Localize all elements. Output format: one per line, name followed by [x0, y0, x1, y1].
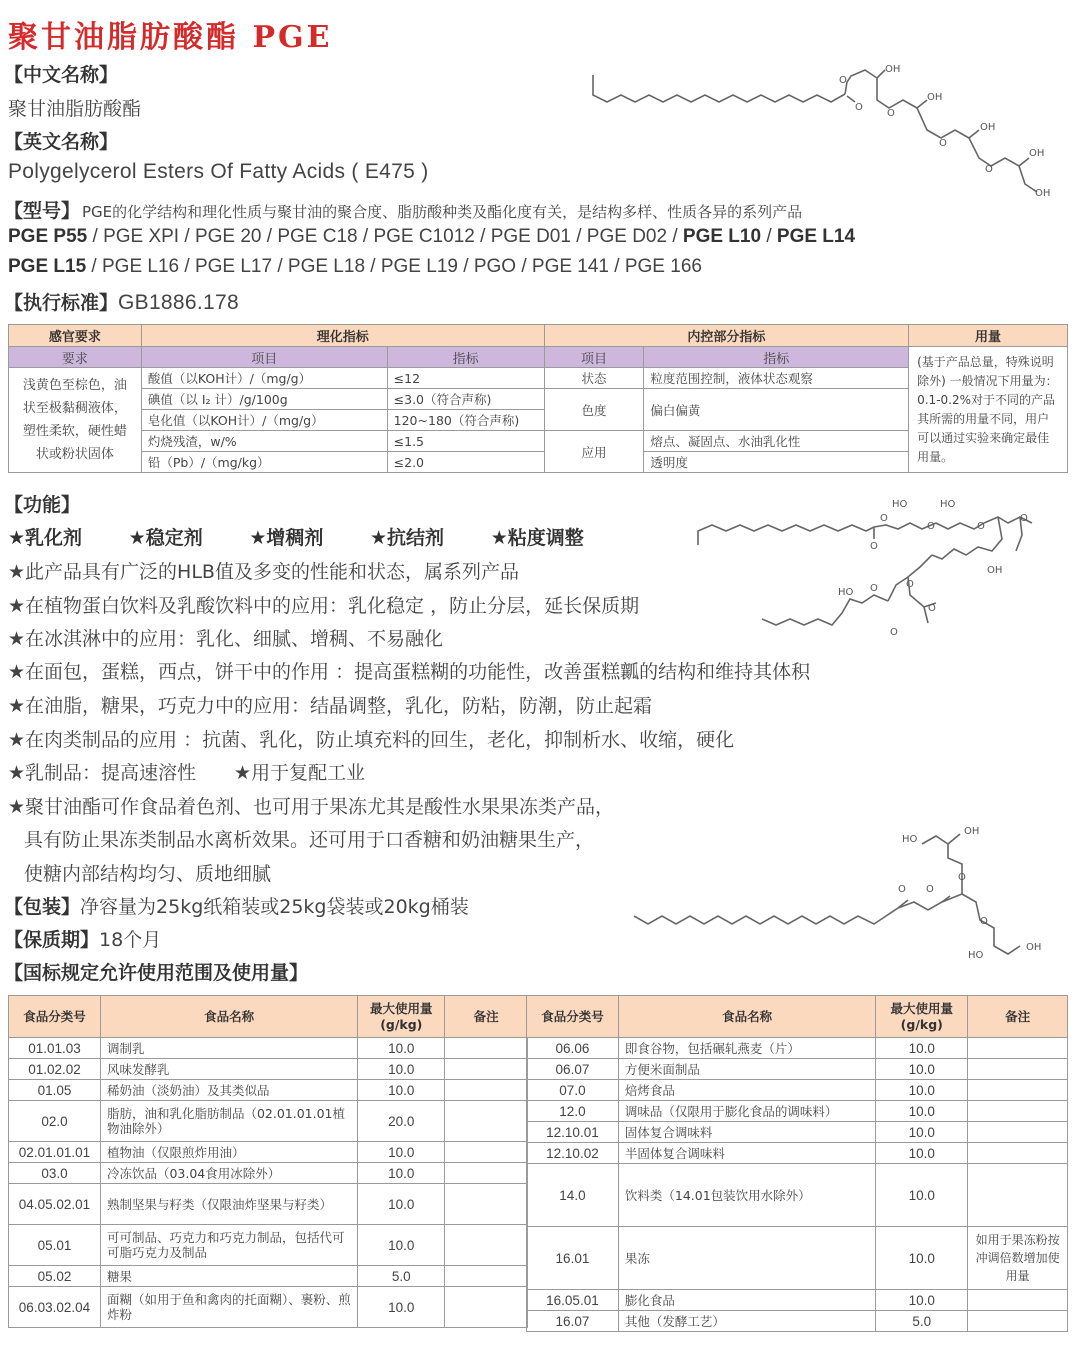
cell-note	[445, 1184, 528, 1225]
cell-note	[445, 1287, 528, 1328]
model-name: PGE L18	[287, 256, 366, 277]
header-sensory: 感官要求	[9, 325, 142, 347]
internal-item: 状态	[544, 368, 644, 389]
model-separator: /	[457, 256, 474, 277]
model-name: PGE C18	[277, 226, 358, 247]
carbonyl-o: O	[1020, 513, 1028, 524]
oh-label: OH	[1035, 188, 1051, 199]
oh-label: OH	[980, 122, 996, 133]
oh-label: OH	[1029, 148, 1045, 159]
model-separator: /	[761, 226, 777, 247]
table-row	[527, 1101, 1068, 1122]
cell-name: 稀奶油（淡奶油）及其类似品	[100, 1080, 357, 1101]
header-note: 备注	[445, 996, 528, 1038]
gb-usage-table-right	[526, 995, 1068, 1332]
table-row	[9, 1080, 528, 1101]
ho-label: HO	[902, 834, 918, 845]
model-separator: /	[179, 226, 195, 247]
sensory-requirement: 浅黄色至棕色，油状至极黏稠液体，塑性柔软，硬性蜡状或粉状固体	[9, 368, 142, 473]
ester-o: O	[839, 75, 847, 86]
ester-o: O	[880, 513, 888, 524]
table-row	[9, 1287, 528, 1328]
cell-note	[968, 1080, 1068, 1101]
model-name: PGE 141	[531, 256, 609, 277]
cell-name: 风味发酵乳	[100, 1059, 357, 1080]
packaging-label: 【包装】	[4, 896, 81, 918]
cell-code: 12.10.01	[527, 1122, 619, 1143]
cell-code: 06.06	[527, 1038, 619, 1059]
cell-max: 10.0	[358, 1080, 445, 1101]
cell-code: 01.01.03	[9, 1038, 101, 1059]
fatty-chain	[593, 75, 845, 102]
internal-spec: 粒度范围控制，液体状态观察	[644, 368, 909, 389]
cell-code: 06.07	[527, 1059, 619, 1080]
model-name: PGE XPI	[103, 226, 180, 247]
models-line-2	[8, 256, 702, 278]
cell-code: 16.07	[527, 1311, 619, 1332]
ether-o: O	[977, 521, 985, 532]
cell-note	[968, 1122, 1068, 1143]
header-max	[876, 996, 968, 1038]
physchem-spec: 120~180（符合声称)	[387, 410, 544, 431]
table-row	[527, 1290, 1068, 1311]
model-name: PGE L19	[380, 256, 458, 277]
ether-o: O	[958, 872, 966, 883]
page-title: 聚甘油脂肪酸酯 PGE	[8, 20, 333, 55]
header-max-unit: (g/kg)	[380, 1016, 423, 1032]
cell-max: 10.0	[876, 1164, 968, 1227]
cell-name: 调味品（仅限用于膨化食品的调味料）	[618, 1101, 875, 1122]
chemical-structure-1	[585, 50, 1055, 200]
cell-note	[445, 1059, 528, 1080]
models-section	[4, 196, 802, 223]
ether-o: O	[985, 164, 993, 175]
cell-note	[445, 1038, 528, 1059]
role-stabilizer: ★稳定剂	[128, 527, 203, 549]
model-separator: /	[474, 226, 491, 247]
cell-code: 04.05.02.01	[9, 1184, 101, 1225]
ether-o: O	[939, 138, 947, 149]
cell-max: 10.0	[876, 1038, 968, 1059]
cell-name: 可可制品、巧克力和巧克力制品，包括代可可脂巧克力及制品	[100, 1225, 357, 1266]
table-row	[9, 1163, 528, 1184]
model-separator: /	[667, 226, 683, 247]
cell-max: 10.0	[358, 1142, 445, 1163]
header-internal: 内控部分指标	[544, 325, 909, 347]
function-item: ★在肉类制品的应用 ：抗菌、乳化，防止填充料的回生，老化，抑制析水、收缩，硬化	[8, 729, 735, 751]
standard-section	[4, 288, 239, 315]
shelf-life-section	[4, 925, 161, 952]
cell-note	[968, 1164, 1068, 1227]
ho-label: HO	[838, 587, 854, 598]
carbonyl-bond	[847, 96, 855, 102]
ether-o: O	[870, 583, 878, 594]
table-row	[527, 1227, 1068, 1290]
cell-max: 20.0	[358, 1101, 445, 1142]
cell-max: 10.0	[358, 1038, 445, 1059]
cell-max: 10.0	[876, 1122, 968, 1143]
subheader-spec: 指标	[387, 347, 544, 368]
subheader-requirement: 要求	[9, 347, 142, 368]
model-separator: /	[261, 226, 278, 247]
carbonyl-o: O	[870, 541, 878, 552]
models-line-1	[8, 226, 855, 248]
english-name-value: Polygelycerol Esters Of Fatty Acids ( E475 )	[8, 160, 429, 183]
physchem-spec: ≤12	[387, 368, 544, 389]
table-row	[9, 1038, 528, 1059]
table-row	[9, 1142, 528, 1163]
functions-label: 【功能】	[4, 494, 81, 516]
table-row	[9, 1266, 528, 1287]
usage-text: (基于产品总量，特殊说明除外) 一般情况下用量为：0.1-0.2%对于不同的产品其所需的用量不同，用户可以通过实验来确定最佳用量。	[909, 347, 1068, 473]
cell-max: 10.0	[358, 1163, 445, 1184]
header-name: 食品名称	[100, 996, 357, 1038]
shelf-life-label: 【保质期】	[4, 929, 100, 951]
carbonyl-o: O	[855, 102, 863, 113]
header-physchem: 理化指标	[141, 325, 544, 347]
packaging-value: 净容量为25kg纸箱装或25kg袋装或20kg桶装	[80, 896, 469, 918]
cell-max: 10.0	[358, 1287, 445, 1328]
subheader-internal-spec: 指标	[644, 347, 909, 368]
cell-code: 14.0	[527, 1164, 619, 1227]
cell-note	[445, 1101, 528, 1142]
header-max-label: 最大使用量	[370, 1000, 433, 1016]
header-name: 食品名称	[618, 996, 875, 1038]
cell-max: 5.0	[876, 1311, 968, 1332]
cell-note	[445, 1266, 528, 1287]
internal-spec: 偏白偏黄	[644, 389, 909, 431]
gb-usage-table-left	[8, 995, 528, 1328]
cell-max: 10.0	[876, 1080, 968, 1101]
cell-name: 调制乳	[100, 1038, 357, 1059]
model-name: PGE D01	[490, 226, 571, 247]
model-name: PGE P55	[8, 226, 88, 247]
function-item: ★在冰淇淋中的应用：乳化、细腻、增稠、不易融化	[8, 628, 444, 650]
cell-code: 06.03.02.04	[9, 1287, 101, 1328]
function-item: ★在油脂，糖果，巧克力中的应用：结晶调整，乳化，防粘，防潮，防止起霜	[8, 695, 653, 717]
cell-note	[968, 1059, 1068, 1080]
model-name: PGE L10	[682, 226, 762, 247]
cell-name: 焙烤食品	[618, 1080, 875, 1101]
subheader-internal-item: 项目	[544, 347, 644, 368]
cell-name: 饮料类（14.01包装饮用水除外）	[618, 1164, 875, 1227]
oh-label: OH	[927, 92, 943, 103]
function-item: ★此产品具有广泛的HLB值及多变的性能和状态，属系列产品	[8, 561, 519, 583]
cell-note	[445, 1225, 528, 1266]
physchem-item: 碘值（以 I₂ 计）/g/100g	[141, 389, 387, 410]
function-item: ★在面包，蛋糕，西点，饼干中的作用 ：提高蛋糕糊的功能性，改善蛋糕瓤的结构和维持其体积	[8, 661, 811, 683]
physchem-spec: ≤1.5	[387, 431, 544, 452]
model-name: PGE L15	[8, 256, 87, 277]
oh-label: OH	[1026, 942, 1042, 953]
model-name: PGE L17	[194, 256, 273, 277]
physchem-item: 皂化值（以KOH计）/（mg/g）	[141, 410, 387, 431]
cell-name: 熟制坚果与籽类（仅限油炸坚果与籽类）	[100, 1184, 357, 1225]
physchem-item: 酸值（以KOH计）/（mg/g）	[141, 368, 387, 389]
cell-max: 5.0	[358, 1266, 445, 1287]
table-row	[527, 1164, 1068, 1227]
model-name: PGE 166	[624, 256, 702, 277]
subheader-item: 项目	[141, 347, 387, 368]
cell-note	[968, 1290, 1068, 1311]
cell-name: 即食谷物，包括碾轧燕麦（片）	[618, 1038, 875, 1059]
cell-max: 10.0	[876, 1290, 968, 1311]
cell-note: 如用于果冻粉按冲调倍数增加使用量	[968, 1227, 1068, 1290]
cell-name: 脂肪，油和乳化脂肪制品（02.01.01.01植物油除外）	[100, 1101, 357, 1142]
cell-name: 固体复合调味料	[618, 1122, 875, 1143]
header-max-label: 最大使用量	[890, 1000, 954, 1016]
model-name: PGE C1012	[373, 226, 475, 247]
model-name: PGE D02	[586, 226, 668, 247]
cell-note	[445, 1080, 528, 1101]
cell-code: 02.01.01.01	[9, 1142, 101, 1163]
model-name: PGE L16	[102, 256, 180, 277]
cell-max: 10.0	[358, 1184, 445, 1225]
table-row	[527, 1311, 1068, 1332]
cell-code: 01.05	[9, 1080, 101, 1101]
table-row	[9, 1101, 528, 1142]
english-name-label: 【英文名称】	[4, 131, 119, 153]
function-roles	[8, 523, 624, 550]
physchem-item: 铅（Pb）/（mg/kg）	[141, 452, 387, 473]
chinese-name-label: 【中文名称】	[4, 64, 119, 86]
ether-o: O	[887, 108, 895, 119]
cell-note	[968, 1101, 1068, 1122]
cell-code: 05.02	[9, 1266, 101, 1287]
model-separator: /	[516, 256, 532, 277]
model-name: PGE L14	[776, 226, 856, 247]
model-separator: /	[357, 226, 374, 247]
cell-code: 03.0	[9, 1163, 101, 1184]
role-emulsifier: ★乳化剂	[8, 527, 83, 549]
packaging-section	[4, 892, 469, 919]
cell-max: 10.0	[358, 1059, 445, 1080]
cell-name: 糖果	[100, 1266, 357, 1287]
oh-label: OH	[987, 565, 1003, 576]
role-anticaking: ★抗结剂	[370, 527, 445, 549]
model-separator: /	[609, 256, 625, 277]
oh-label: OH	[885, 64, 901, 75]
cell-name: 冷冻饮品（03.04食用冰除外）	[100, 1163, 357, 1184]
gb-usage-label: 【国标规定允许使用范围及使用量】	[4, 962, 309, 984]
role-thickener: ★增稠剂	[249, 527, 324, 549]
header-max	[358, 996, 445, 1038]
standard-label: 【执行标准】	[4, 292, 119, 314]
carbonyl-o: O	[890, 627, 898, 638]
header-code: 食品分类号	[527, 996, 619, 1038]
table-row	[9, 1059, 528, 1080]
cell-code: 12.10.02	[527, 1143, 619, 1164]
cell-max: 10.0	[876, 1227, 968, 1290]
table-row	[527, 1143, 1068, 1164]
models-description: PGE的化学结构和理化性质与聚甘油的聚合度、脂肪酸种类及酯化度有关，是结构多样、性质各异的系列产品	[82, 203, 803, 221]
cell-code: 02.0	[9, 1101, 101, 1142]
cell-note	[968, 1038, 1068, 1059]
cell-code: 01.02.02	[9, 1059, 101, 1080]
cell-code: 12.0	[527, 1101, 619, 1122]
cell-code: 16.05.01	[527, 1290, 619, 1311]
physchem-spec: ≤3.0（符合声称)	[387, 389, 544, 410]
cell-note	[445, 1163, 528, 1184]
physchem-item: 灼烧残渣，w/%	[141, 431, 387, 452]
internal-spec: 透明度	[644, 452, 909, 473]
cell-name: 膨化食品	[618, 1290, 875, 1311]
cell-max: 10.0	[876, 1143, 968, 1164]
ether-o: O	[906, 579, 914, 590]
internal-item: 色度	[544, 389, 644, 431]
function-item: 使糖内部结构均匀、质地细腻	[24, 863, 272, 885]
function-item: ★聚甘油酯可作食品着色剂、也可用于果冻尤其是酸性水果果冻类产品，	[8, 796, 615, 818]
cell-code: 16.01	[527, 1227, 619, 1290]
chinese-name-value: 聚甘油脂肪酸酯	[8, 98, 142, 120]
ho-label: HO	[892, 499, 908, 510]
specification-table	[8, 324, 1068, 473]
cell-code: 07.0	[527, 1080, 619, 1101]
ho-label: HO	[968, 950, 984, 961]
model-separator: /	[272, 256, 288, 277]
header-max-unit: (g/kg)	[900, 1016, 943, 1032]
cell-name: 果冻	[618, 1227, 875, 1290]
shelf-life-value: 18个月	[99, 929, 162, 951]
chemical-structure-2	[692, 495, 1052, 640]
table-row	[527, 1122, 1068, 1143]
cell-name: 半固体复合调味料	[618, 1143, 875, 1164]
standard-value: GB1886.178	[118, 291, 239, 314]
oh-label: OH	[964, 826, 980, 837]
model-separator: /	[365, 256, 381, 277]
cell-name: 植物油（仅限煎炸用油）	[100, 1142, 357, 1163]
ester-o: O	[926, 884, 934, 895]
cell-note	[968, 1311, 1068, 1332]
table-row	[527, 1038, 1068, 1059]
cell-max: 10.0	[876, 1101, 968, 1122]
internal-spec: 熔点、凝固点、水油乳化性	[644, 431, 909, 452]
model-separator: /	[87, 226, 104, 247]
function-item: ★在植物蛋白饮料及乳酸饮料中的应用：乳化稳定 ，防止分层，延长保质期	[8, 595, 640, 617]
model-separator: /	[570, 226, 587, 247]
model-name: PGE 20	[194, 226, 262, 247]
cell-note	[968, 1143, 1068, 1164]
cell-code: 05.01	[9, 1225, 101, 1266]
header-code: 食品分类号	[9, 996, 101, 1038]
carbonyl-o: O	[928, 603, 936, 614]
role-viscosity: ★粘度调整	[490, 527, 584, 549]
table-row	[527, 1080, 1068, 1101]
cell-max: 10.0	[358, 1225, 445, 1266]
model-separator: /	[179, 256, 195, 277]
ether-o: O	[927, 521, 935, 532]
function-item: 具有防止果冻类制品水离析效果。还可用于口香糖和奶油糖果生产，	[24, 829, 595, 851]
function-item: ★乳制品：提高速溶性 ★用于复配工业	[8, 762, 366, 784]
header-note: 备注	[968, 996, 1068, 1038]
table-row	[9, 1225, 528, 1266]
cell-name: 方便米面制品	[618, 1059, 875, 1080]
physchem-spec: ≤2.0	[387, 452, 544, 473]
models-label: 【型号】	[4, 200, 81, 222]
internal-item: 应用	[544, 431, 644, 473]
cell-name: 面糊（如用于鱼和禽肉的托面糊）、裹粉、煎炸粉	[100, 1287, 357, 1328]
ether-o: O	[980, 916, 988, 927]
model-separator: /	[86, 256, 102, 277]
chemical-structure-3	[630, 820, 1070, 970]
ho-label: HO	[940, 499, 956, 510]
table-row	[527, 1059, 1068, 1080]
model-name: PGO	[473, 256, 517, 277]
cell-note	[445, 1142, 528, 1163]
cell-max: 10.0	[876, 1059, 968, 1080]
table-row	[9, 1184, 528, 1225]
cell-name: 其他（发酵工艺）	[618, 1311, 875, 1332]
carbonyl-o: O	[898, 884, 906, 895]
header-usage: 用量	[909, 325, 1068, 347]
